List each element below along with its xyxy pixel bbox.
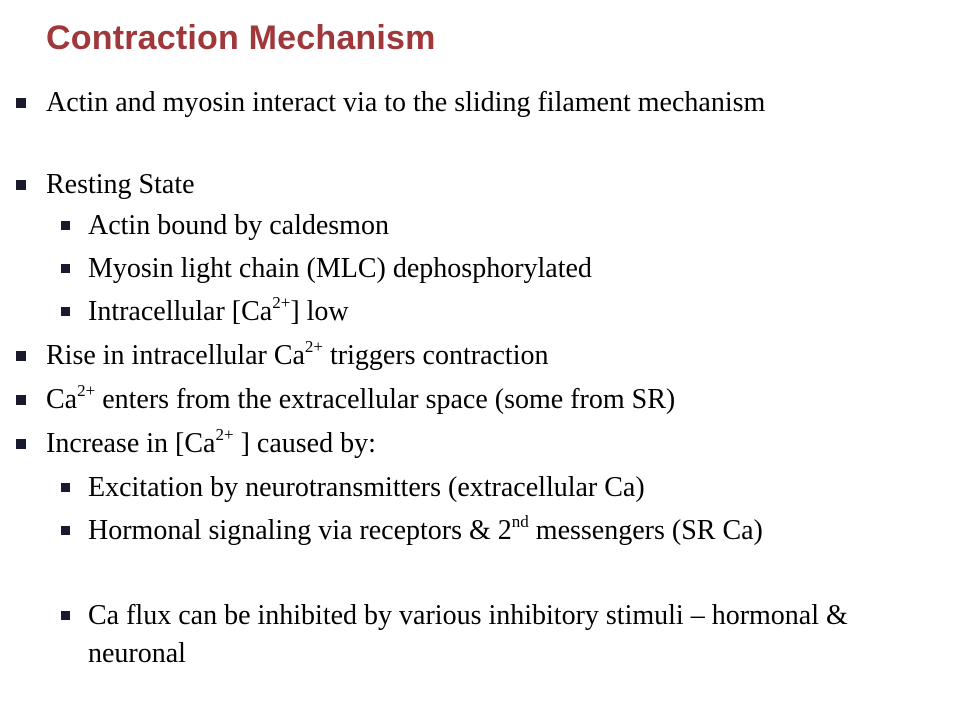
bullet-item [46, 84, 906, 122]
bullet-text: Hormonal signaling via receptors & 2nd messengers (SR Ca) [88, 511, 763, 546]
square-bullet-icon [16, 180, 26, 190]
bullet-text: Ca flux can be inhibited by various inhibitory stimuli – hormonal & neuronal [88, 600, 848, 669]
bullet-text: Intracellular $[Ca^{2+}]$ low [88, 292, 349, 327]
bullet-text: Myosin light chain (MLC) dephosphorylated [88, 253, 592, 284]
sub-bullet-item [88, 469, 908, 507]
bullet-text: Actin and myosin interact via to the sliding filament mechanism [46, 87, 766, 118]
bullet-text: Resting State [46, 169, 195, 200]
square-bullet-icon [61, 483, 70, 492]
square-bullet-icon [16, 98, 26, 108]
square-bullet-icon [16, 395, 26, 405]
bullet-item [46, 337, 906, 375]
bullet-text: $Ca^{2+}$ enters from the extracellular space (some from SR) [46, 380, 676, 415]
bullet-item [46, 425, 906, 463]
sub-bullet-item [88, 293, 908, 331]
square-bullet-icon [16, 439, 26, 449]
square-bullet-icon [16, 351, 26, 361]
sub-bullet-item [88, 250, 908, 288]
sub-bullet-item [88, 512, 908, 550]
bullet-item [46, 166, 906, 204]
square-bullet-icon [61, 611, 70, 620]
sub-bullet-item [88, 207, 908, 245]
square-bullet-icon [61, 307, 70, 316]
square-bullet-icon [61, 264, 70, 273]
bullet-item [46, 381, 906, 419]
sub-bullet-item [88, 597, 908, 673]
square-bullet-icon [61, 221, 70, 230]
bullet-text: Increase in [$Ca^{2+}$ ] caused by: [46, 424, 376, 459]
bullet-text: Actin bound by caldesmon [88, 210, 389, 241]
slide-title: Contraction Mechanism [46, 19, 436, 57]
bullet-text: Excitation by neurotransmitters (extracellular Ca) [88, 472, 645, 503]
square-bullet-icon [61, 526, 70, 535]
bullet-text: Rise in intracellular $Ca^{2+}$ triggers contraction [46, 336, 549, 371]
